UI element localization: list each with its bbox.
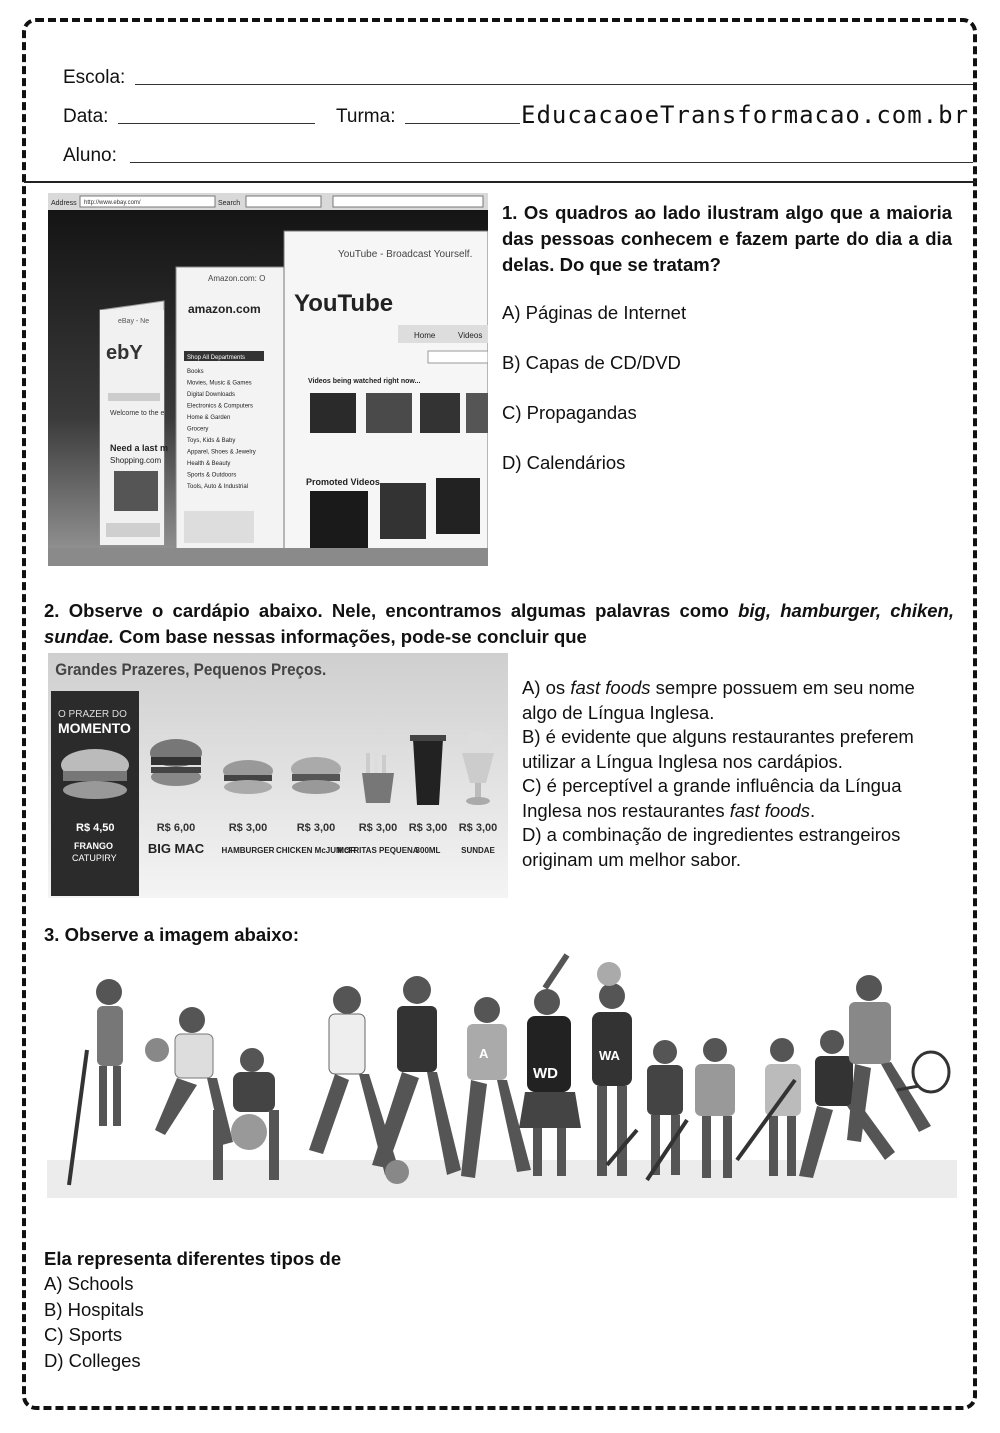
q2-option-c-rest: . bbox=[809, 799, 816, 821]
amazon-menu-item: Digital Downloads bbox=[187, 392, 236, 398]
question-2-options bbox=[522, 676, 942, 872]
question-3-prompt: Ela representa diferentes tipos de bbox=[44, 1248, 342, 1269]
shirt-wa: WA bbox=[599, 1048, 620, 1063]
amazon-menu-item: Electronics & Computers bbox=[187, 403, 254, 410]
address-url: http://www.ebay.com/ bbox=[84, 200, 141, 206]
menu-item-name: BIG MAC bbox=[147, 841, 205, 856]
question-3-options bbox=[44, 1271, 144, 1373]
q2-option-a-italic: fast foods bbox=[570, 677, 651, 698]
menu-item-price: R$ 3,00 bbox=[228, 822, 268, 834]
escola-label: Escola: bbox=[63, 67, 126, 88]
youtube-tab: YouTube - Broadcast Yourself. bbox=[338, 249, 473, 260]
q2-option-c[interactable] bbox=[522, 774, 942, 823]
amazon-menu-item: Sports & Outdoors bbox=[187, 472, 237, 479]
amazon-menu-item: Tools, Auto & Industrial bbox=[187, 484, 249, 490]
question-1-options bbox=[502, 300, 686, 500]
escola-field[interactable] bbox=[135, 84, 973, 85]
data-label: Data: bbox=[63, 106, 109, 127]
menu-item-price: R$ 6,00 bbox=[156, 822, 196, 834]
turma-label: Turma: bbox=[336, 106, 396, 127]
q2-option-d-text: D) a combinação de ingredientes estrangeiros originam um melhor sabor. bbox=[522, 824, 901, 870]
address-label: Address bbox=[51, 200, 77, 207]
website-watermark: EducacaoeTransformacao.com.br bbox=[521, 101, 970, 129]
aluno-field[interactable] bbox=[130, 162, 973, 163]
amazon-menu-item: Health & Beauty bbox=[187, 461, 231, 467]
menu-item-bigmac bbox=[150, 739, 202, 786]
q2-option-d[interactable] bbox=[522, 823, 942, 872]
menu-item-price: R$ 3,00 bbox=[296, 822, 336, 834]
q3-option-c[interactable]: C) Sports bbox=[44, 1324, 123, 1345]
q2-option-a-rest: sempre possuem em seu nome algo de Língua Inglesa. bbox=[522, 677, 915, 723]
menu-item-price: R$ 3,00 bbox=[358, 822, 398, 834]
q2-text-b: big, hamburger, chiken, sundae. bbox=[44, 600, 954, 647]
q2-text-a: 2. Observe o cardápio abaixo. Nele, encontramos algumas palavras como bbox=[44, 600, 739, 621]
amazon-menu-item: Movies, Music & Games bbox=[187, 380, 252, 387]
menu-item-name: 300ML bbox=[415, 846, 441, 855]
menu-featured-price: R$ 4,50 bbox=[76, 822, 115, 834]
ebay-welcome: Welcome to the e bbox=[110, 410, 165, 417]
menu-item-chicken bbox=[291, 757, 341, 794]
menu-item-name: SUNDAE bbox=[461, 846, 495, 855]
q2-option-c-italic: fast foods bbox=[729, 799, 810, 821]
browser-windows-image bbox=[48, 193, 488, 566]
menu-item-price: R$ 3,00 bbox=[458, 822, 498, 834]
ebay-tab: eBay - Ne bbox=[118, 318, 150, 325]
amazon-menu-item: Grocery bbox=[187, 426, 209, 433]
q3-option-d[interactable]: D) Colleges bbox=[44, 1349, 141, 1371]
menu-item-price: R$ 3,00 bbox=[408, 822, 448, 834]
amazon-shop-all: Shop All Departments bbox=[187, 355, 246, 361]
amazon-menu-item: Toys, Kids & Baby bbox=[187, 438, 236, 444]
youtube-promoted: Promoted Videos bbox=[306, 477, 380, 487]
ebay-need: Need a last m bbox=[110, 443, 169, 453]
data-field[interactable] bbox=[118, 123, 315, 124]
menu-item-name: CHICKEN McJUNIOR bbox=[275, 846, 357, 855]
menu-item-name: HAMBURGER bbox=[221, 846, 275, 855]
amazon-logo: amazon.com bbox=[188, 302, 261, 316]
turma-field[interactable] bbox=[405, 123, 520, 124]
shirt-wd: WD bbox=[533, 1065, 558, 1082]
question-3-title: 3. Observe a imagem abaixo: bbox=[44, 924, 300, 945]
q1-option-b[interactable]: B) Capas de CD/DVD bbox=[502, 352, 681, 373]
q2-option-c-text: C) é perceptível a grande influência da Língua Inglesa nos restaurantes bbox=[522, 775, 902, 821]
amazon-menu-item: Apparel, Shoes & Jewelry bbox=[187, 449, 256, 456]
amazon-menu-item: Books bbox=[187, 369, 204, 375]
children-sports-image bbox=[47, 950, 957, 1198]
q2-option-b-text: B) é evidente que alguns restaurantes preferem utilizar a Língua Inglesa nos cardápios. bbox=[522, 726, 914, 772]
menu-panel-big: MOMENTO bbox=[58, 720, 131, 736]
q1-option-c[interactable]: C) Propagandas bbox=[502, 402, 637, 423]
ebay-window bbox=[100, 301, 168, 545]
ebay-logo: ebY bbox=[106, 342, 143, 364]
question-2-text bbox=[44, 598, 954, 650]
question-1-text: 1. Os quadros ao lado ilustram algo que a maioria das pessoas conhecem e fazem parte do dia a dia delas. Do que se tratam? bbox=[502, 202, 952, 275]
menu-item-name: McFRITAS PEQUENA bbox=[337, 846, 419, 855]
aluno-label: Aluno: bbox=[63, 145, 117, 166]
q1-option-a[interactable]: A) Páginas de Internet bbox=[502, 302, 687, 323]
q2-option-a[interactable] bbox=[522, 676, 942, 725]
q2-text-c: Com base nessas informações, pode-se concluir que bbox=[113, 626, 587, 647]
menu-featured-name-2: CATUPIRY bbox=[72, 853, 117, 863]
youtube-window bbox=[284, 231, 488, 566]
menu-panel-top: O PRAZER DO bbox=[58, 709, 127, 720]
youtube-home: Home bbox=[414, 331, 436, 340]
q3-option-b[interactable]: B) Hospitals bbox=[44, 1298, 144, 1320]
menu-featured-name-1: FRANGO bbox=[74, 841, 113, 851]
header-divider bbox=[24, 181, 976, 183]
youtube-videos: Videos bbox=[458, 331, 483, 340]
q2-option-a-text: A) os bbox=[522, 677, 571, 698]
q1-option-d[interactable]: D) Calendários bbox=[502, 452, 626, 473]
amazon-tab: Amazon.com: O bbox=[208, 274, 266, 283]
youtube-logo: YouTube bbox=[294, 290, 394, 317]
q3-option-a[interactable]: A) Schools bbox=[44, 1273, 134, 1294]
search-label: Search bbox=[218, 200, 241, 207]
q2-option-b[interactable] bbox=[522, 725, 942, 774]
shirt-a: A bbox=[479, 1046, 489, 1061]
menu-title: Grandes Prazeres, Pequenos Preços. bbox=[55, 660, 327, 680]
menu-item-hamburger bbox=[223, 760, 273, 794]
fast-food-menu-image bbox=[48, 653, 508, 898]
amazon-menu-item: Home & Garden bbox=[187, 415, 231, 421]
ebay-shopping: Shopping.com bbox=[110, 456, 162, 465]
youtube-watched: Videos being watched right now... bbox=[308, 378, 421, 385]
amazon-window bbox=[176, 267, 286, 557]
